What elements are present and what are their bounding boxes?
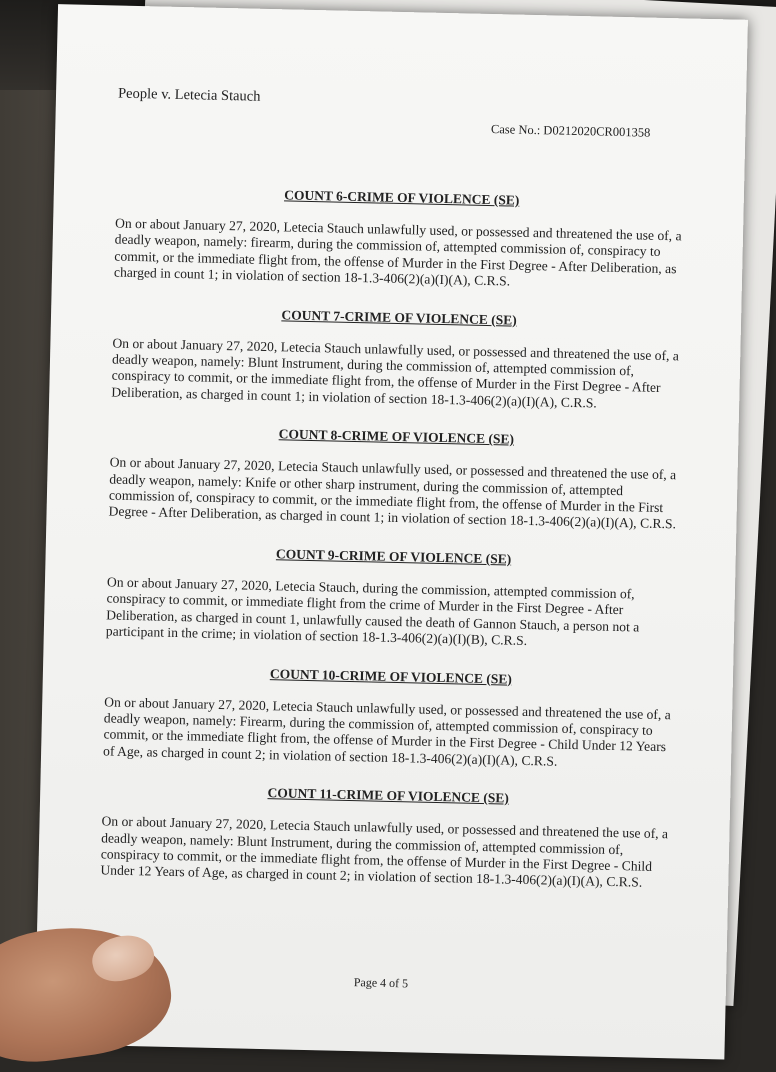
- count-paragraph: On or about January 27, 2020, Letecia Stauch unlawfully used, or possessed and threatened the use of, a deadly weapon, namely: Blunt Instrument, during the commission of, attempted commission of, conspiracy to commit, or the immediate flight from, the offense of Murder in the First Degree - Child Under 12 Years of Age, as charged in count 2; in violation of section 18-1.3-406(2)(a)(I)(A), C.R.S.: [100, 813, 669, 890]
- page-number: Page 4 of 5: [353, 975, 409, 991]
- count-section: [114, 184, 688, 295]
- counts-list: [100, 184, 688, 915]
- count-heading: COUNT 8-CRIME OF VIOLENCE (SE): [278, 426, 515, 447]
- count-heading: COUNT 7-CRIME OF VIOLENCE (SE): [281, 306, 517, 328]
- count-paragraph: On or about January 27, 2020, Letecia Stauch, during the commission, attempted commission of, conspiracy to commit, or immediate flight from the crime of Murder in the First Degree - After Deliberation, as charged in count 1, unlawfully caused the death of Gannon Stauch, a person not a participant in the crime; in violation of section 18-1.3-406(2)(a)(I)(B), C.R.S.: [105, 574, 640, 649]
- count-section: [111, 303, 685, 414]
- count-paragraph: On or about January 27, 2020, Letecia Stauch unlawfully used, or possessed and threatened the use of, a deadly weapon, namely: Knife or other sharp instrument, during the commission of, attempted commission of, conspiracy to commit, or the immediate flight from, the offense of Murder in the First Degree - After Deliberation, as charged in count 1; in violation of section 18-1.3-406(2)(a)(I)(A), C.R.S.: [108, 454, 677, 532]
- count-paragraph: On or about January 27, 2020, Letecia Stauch unlawfully used, or possessed and threatened the use of, a deadly weapon, namely: Firearm, during the commission of, attempted commission of, conspiracy to commit, or the immediate flight from, the offense of Murder in the First Degree - Child Under 12 Years of Age, as charged in count 2; in violation of section 18-1.3-406(2)(a)(I)(A), C.R.S.: [102, 693, 671, 769]
- count-section: [100, 782, 674, 893]
- count-paragraph: On or about January 27, 2020, Letecia Stauch unlawfully used, or possessed and threatened the use of, a deadly weapon, namely: Blunt Instrument, during the commission of, attempted commission of, conspiracy to commit, or the immediate flight from, the offense of Murder in the First Degree - After Deliberation, as charged in count 1; in violation of section 18-1.3-406(2)(a)(I)(A), C.R.S.: [111, 335, 680, 411]
- count-section: [103, 662, 677, 773]
- count-section: [108, 423, 682, 534]
- page-body: [34, 4, 747, 1059]
- count-heading: COUNT 10-CRIME OF VIOLENCE (SE): [269, 665, 513, 687]
- count-section: [106, 542, 680, 653]
- document-page: [34, 4, 747, 1059]
- case-title: People v. Letecia Stauch: [117, 85, 261, 105]
- count-heading: COUNT 6-CRIME OF VIOLENCE (SE): [284, 187, 520, 208]
- count-heading: COUNT 9-CRIME OF VIOLENCE (SE): [275, 546, 512, 567]
- count-paragraph: On or about January 27, 2020, Letecia Stauch unlawfully used, or possessed and threatened the use of, a deadly weapon, namely: firearm, during the commission of, attempted commission of, conspiracy to commit, or the immediate flight from, the offense of Murder in the First Degree - After Deliberation, as charged in count 1; in violation of section 18-1.3-406(2)(a)(I)(A), C.R.S.: [113, 215, 682, 289]
- case-number: Case No.: D0212020CR001358: [490, 122, 651, 140]
- count-heading: COUNT 11-CRIME OF VIOLENCE (SE): [267, 785, 510, 806]
